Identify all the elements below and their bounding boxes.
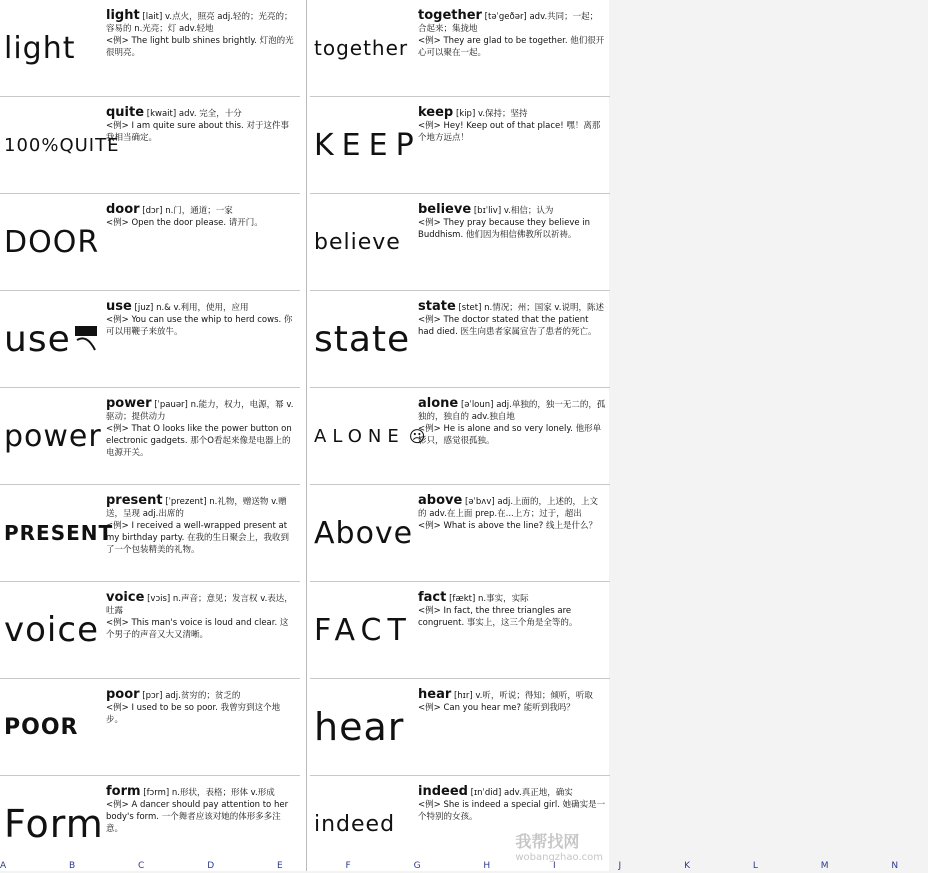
definition: adj.单独的，独一无二的，孤独的，独自的 adv.独自地 [418, 400, 606, 422]
entry-fact [310, 582, 610, 679]
entry-believe [310, 194, 610, 291]
headword: hear [418, 687, 452, 702]
graphic-form [4, 794, 104, 854]
example: <例> Hey! Keep out of that place! 嘿！离那个地方远点！ [418, 121, 601, 143]
graphic-text: PRESENT [4, 521, 114, 545]
right-column [310, 0, 610, 871]
entry-voice [0, 582, 300, 679]
definition: adv.共同；一起；合起来；集拢地 [418, 12, 599, 34]
graphic-text: Form [4, 802, 104, 846]
entry-text [418, 107, 606, 144]
graphic-state [314, 309, 414, 369]
example: <例> They are glad to be together. 他们很开心可以聚在一起。 [418, 36, 605, 58]
example: <例> In fact, the three triangles are congruent. 事实上，这三个角是全等的。 [418, 606, 578, 628]
definition: v.听，听说；得知；倾听，听取 [475, 691, 593, 701]
sad-face-icon: ☹ [408, 426, 426, 446]
phonetic: [ˈpauər] [154, 400, 188, 410]
graphic-text: 100%QUITE [4, 134, 120, 156]
graphic-fact [314, 600, 414, 660]
headword: indeed [418, 784, 468, 799]
example: <例> A dancer should pay attention to her body's form. 一个舞者应该对她的体形多多注意。 [106, 800, 289, 834]
graphic-text: DOOR [4, 224, 100, 260]
headword: voice [106, 590, 145, 605]
entry-above [310, 485, 610, 582]
graphic-together [314, 18, 414, 78]
definition: n.情况；州；国家 v.说明，陈述 [484, 303, 605, 313]
headword: alone [418, 396, 459, 411]
headword: state [418, 299, 456, 314]
entry-text [106, 495, 296, 556]
graphic-text: POOR [4, 714, 79, 740]
headword: quite [106, 105, 145, 120]
entry-text [106, 689, 296, 726]
entry-text [418, 10, 606, 59]
example: <例> What is above the line? 线上是什么？ [418, 521, 597, 531]
example: <例> He is alone and so very lonely. 他形单影只，感觉很孤独。 [418, 424, 602, 446]
headword: believe [418, 202, 472, 217]
entry-quite [0, 97, 300, 194]
alphabet-footer: A B C D E F G H I J K L M N [0, 861, 928, 871]
example: <例> Can you hear me? 能听到我吗？ [418, 703, 575, 713]
entry-power [0, 388, 300, 485]
phonetic: [fækt] [449, 594, 476, 604]
watermark-url: wobangzhao.com [515, 852, 603, 863]
graphic-hear [314, 697, 414, 757]
entry-text [106, 204, 296, 229]
example: <例> They pray because they believe in Buddhism. 他们因为相信佛教所以祈祷。 [418, 218, 591, 240]
graphic-poor [4, 697, 104, 757]
phonetic: [təˈgeðər] [484, 12, 527, 22]
headword: use [106, 299, 132, 314]
whip-cow-icon [71, 324, 101, 354]
graphic-text: ALONE [314, 425, 405, 447]
example: <例> You can use the whip to herd cows. 你可以用鞭子来放牛。 [106, 315, 293, 337]
entry-poor [0, 679, 300, 776]
entry-text [106, 301, 296, 338]
definition: n.声音；意见；发言权 v.表达，吐露 [106, 594, 293, 616]
example: <例> She is indeed a special girl. 她确实是一个特别的女孩。 [418, 800, 606, 822]
graphic-indeed [314, 794, 414, 854]
entry-text [418, 689, 606, 714]
entry-keep [310, 97, 610, 194]
phonetic: [bɪˈliv] [473, 206, 502, 216]
entry-text [106, 786, 296, 835]
entry-together [310, 0, 610, 97]
entry-hear [310, 679, 610, 776]
example: <例> I received a well-wrapped present at my birthday party. 在我的生日聚会上，我收到了一个包装精美的礼物。 [106, 521, 289, 555]
entry-text [418, 592, 606, 629]
phonetic: [kip] [455, 109, 476, 119]
definition: adv. 完全，十分 [178, 109, 242, 119]
graphic-text: indeed [314, 811, 396, 837]
graphic-use [4, 309, 104, 369]
graphic-text: hear [314, 705, 405, 749]
left-column [0, 0, 300, 871]
definition: n.能力，权力，电源，幂 v.驱动；提供动力 [106, 400, 294, 422]
graphic-text: use [4, 318, 71, 360]
definition: n.门，通道；一家 [165, 206, 233, 216]
definition: v.相信；认为 [503, 206, 554, 216]
graphic-above [314, 503, 414, 563]
phonetic: [əˈloun] [460, 400, 494, 410]
entry-text [418, 301, 606, 338]
phonetic: [fɔrm] [143, 788, 170, 798]
graphic-text: believe [314, 229, 401, 255]
example: <例> That O looks like the power button on electronic gadgets. 那个O看起来像是电器上的电源开关。 [106, 424, 292, 458]
definition: adj.贫穷的；贫乏的 [165, 691, 241, 701]
graphic-text: light [4, 30, 76, 66]
definition: n.事实，实际 [478, 594, 529, 604]
entry-present [0, 485, 300, 582]
phonetic: [lait] [142, 12, 163, 22]
entry-text [106, 107, 296, 144]
entry-state [310, 291, 610, 388]
entry-text [106, 592, 296, 641]
graphic-quite [4, 115, 120, 175]
definition: adj.上面的，上述的，上文的 adv.在上面 prep.在...上方；过于，超出 [418, 497, 599, 519]
headword: together [418, 8, 482, 23]
example: <例> I used to be so poor. 我曾穷到这个地步。 [106, 703, 281, 725]
entry-text [106, 398, 296, 459]
definition: adv.真正地，确实 [504, 788, 573, 798]
graphic-text: FACT [314, 612, 412, 648]
phonetic: [juz] [134, 303, 154, 313]
phonetic: [ˈprezent] [165, 497, 207, 507]
example: <例> This man's voice is loud and clear. 这个男子的声音又大又清晰。 [106, 618, 289, 640]
graphic-text: state [314, 318, 411, 360]
headword: poor [106, 687, 140, 702]
phonetic: [dɔr] [142, 206, 163, 216]
headword: light [106, 8, 140, 23]
entry-text [418, 786, 606, 823]
headword: power [106, 396, 152, 411]
graphic-alone [314, 406, 426, 466]
graphic-text: Above [314, 515, 414, 551]
entry-text [418, 495, 606, 532]
definition: n.形状，表格；形体 v.形成 [171, 788, 275, 798]
entry-text [418, 398, 606, 447]
phonetic: [hɪr] [453, 691, 473, 701]
entry-text [106, 10, 296, 59]
definition: v.保持；坚持 [477, 109, 528, 119]
entry-use [0, 291, 300, 388]
phonetic: [kwait] [146, 109, 177, 119]
graphic-present [4, 503, 114, 563]
graphic-text: together [314, 36, 409, 60]
headword: keep [418, 105, 454, 120]
graphic-text: power [4, 418, 102, 454]
definition: n.& v.利用，使用，应用 [156, 303, 249, 313]
watermark-brand: 我帮找网 [515, 832, 580, 851]
entry-text [418, 204, 606, 241]
graphic-power [4, 406, 104, 466]
headword: door [106, 202, 140, 217]
phonetic: [vɔis] [147, 594, 171, 604]
graphic-believe [314, 212, 414, 272]
entry-door [0, 194, 300, 291]
graphic-light [4, 18, 104, 78]
graphic-text: voice [4, 610, 99, 650]
watermark [515, 829, 603, 863]
headword: form [106, 784, 141, 799]
entry-light [0, 0, 300, 97]
phonetic: [ɪnˈdid] [470, 788, 502, 798]
definition: v.点火，照亮 adj.轻的；光亮的；容易的 n.光亮；灯 adv.轻地 [106, 12, 293, 34]
phonetic: [stet] [458, 303, 482, 313]
entry-form [0, 776, 300, 873]
example: <例> Open the door please. 请开门。 [106, 218, 263, 228]
definition: n.礼物，赠送物 v.赠送，呈现 adj.出席的 [106, 497, 287, 519]
headword: above [418, 493, 463, 508]
example: <例> I am quite sure about this. 对于这件事我相当确定。 [106, 121, 289, 143]
example: <例> The doctor stated that the patient had died. 医生向患者家属宣告了患者的死亡。 [418, 315, 597, 337]
graphic-door [4, 212, 104, 272]
entry-alone [310, 388, 610, 485]
column-divider [306, 0, 307, 871]
headword: fact [418, 590, 447, 605]
phonetic: [pɔr] [142, 691, 163, 701]
graphic-keep [314, 115, 422, 175]
graphic-voice [4, 600, 104, 660]
graphic-text: KEEP [314, 127, 422, 163]
example: <例> The light bulb shines brightly. 灯泡的光很明亮。 [106, 36, 294, 58]
phonetic: [əˈbʌv] [465, 497, 495, 507]
headword: present [106, 493, 163, 508]
